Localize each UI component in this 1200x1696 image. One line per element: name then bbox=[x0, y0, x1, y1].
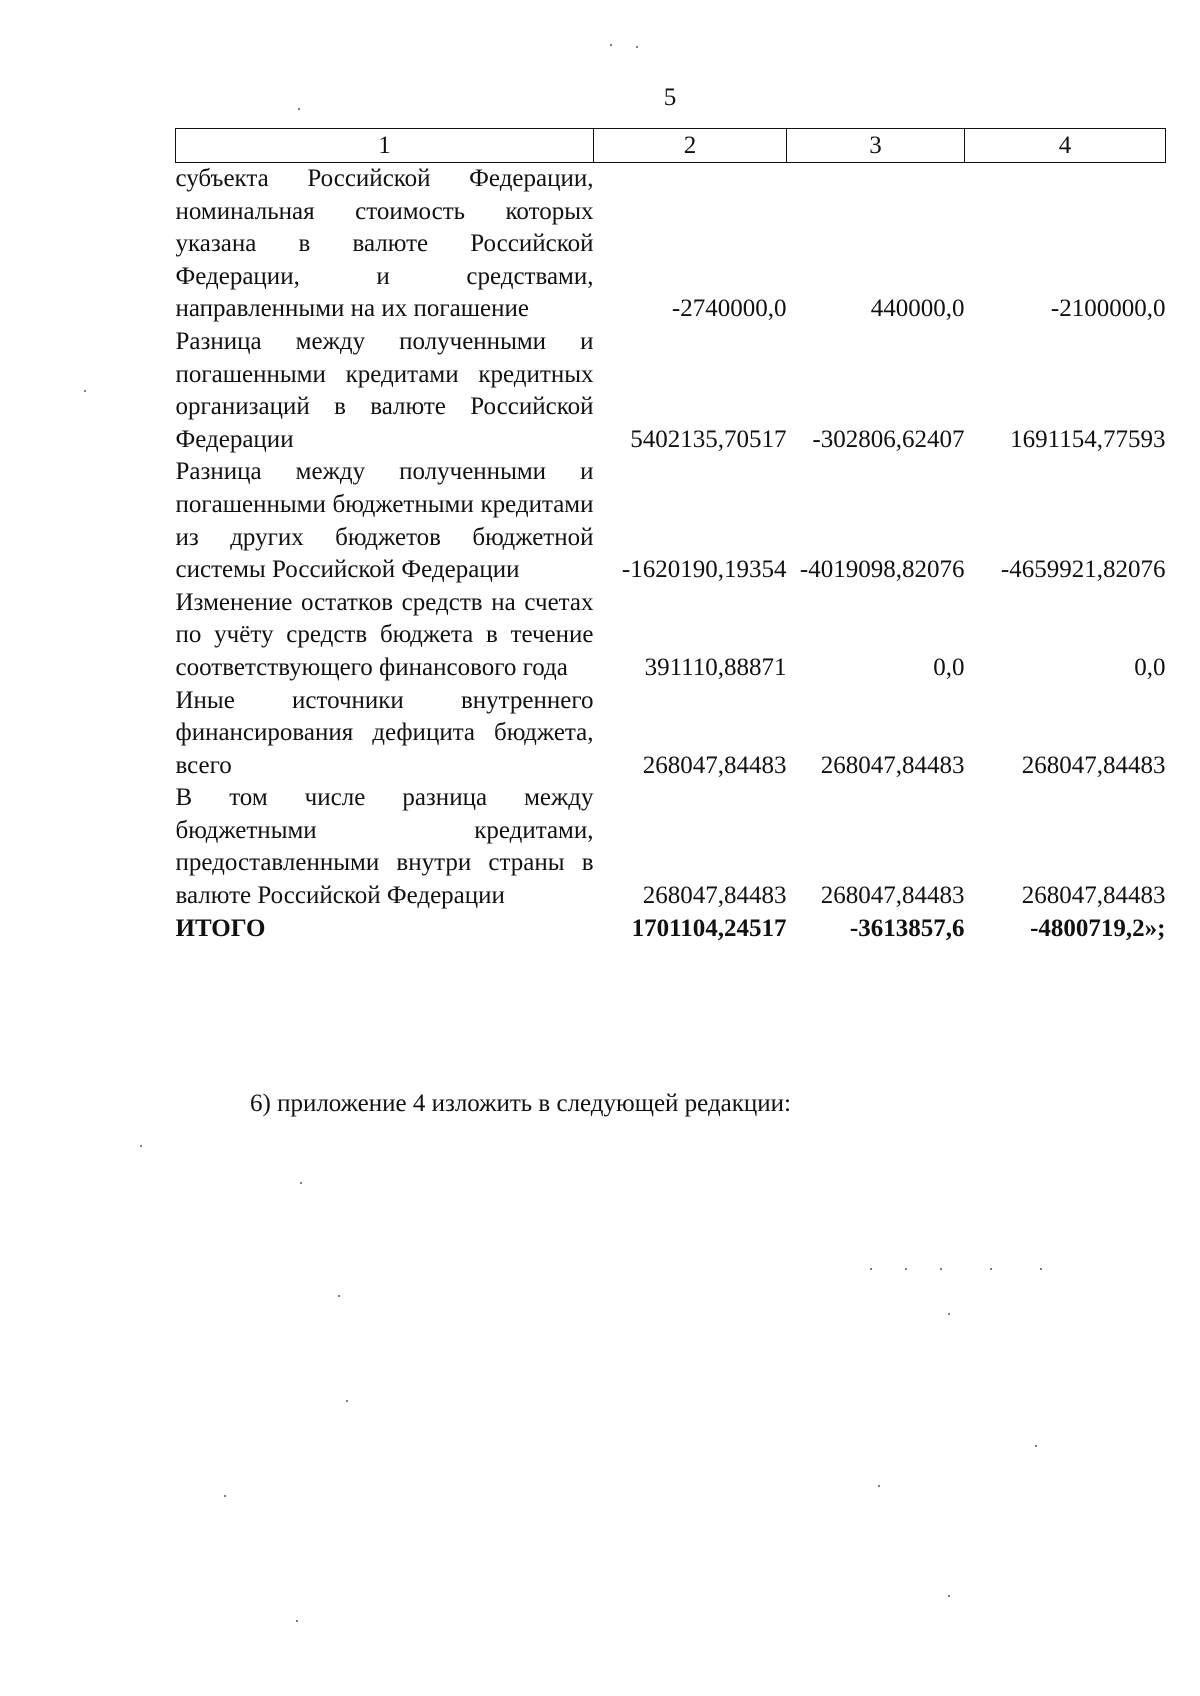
column-header-1: 1 bbox=[176, 129, 594, 163]
scan-speck bbox=[870, 1268, 872, 1270]
row-value-col4: 268047,84483 bbox=[1021, 882, 1166, 910]
next-item-paragraph: 6) приложение 4 изложить в следующей редакции: bbox=[250, 1090, 791, 1117]
table-row bbox=[176, 163, 1166, 326]
scan-speck bbox=[300, 1182, 302, 1184]
scan-speck bbox=[610, 44, 612, 46]
row-label: Разница между полученными и погашенными бюджетными кредитами из других бюджетов бюджетной системы Российской Федерации bbox=[175, 458, 594, 584]
row-value-col2: 268047,84483 bbox=[642, 882, 787, 910]
row-value-col2: -1620190,19354 bbox=[621, 556, 787, 584]
total-value-col3: -3613857,6 bbox=[849, 914, 965, 942]
row-value-col2: 5402135,70517 bbox=[630, 425, 787, 453]
scan-speck bbox=[905, 1268, 907, 1270]
row-label: Разница между полученными и погашенными кредитами кредитных организаций в валюте Российской Федерации bbox=[175, 327, 594, 453]
scan-speck bbox=[346, 1400, 348, 1402]
scan-speck bbox=[1035, 1445, 1037, 1447]
row-value-col4: 268047,84483 bbox=[1021, 751, 1166, 779]
row-value-col4: 1691154,77593 bbox=[1010, 425, 1166, 453]
row-value-col4: -2100000,0 bbox=[1050, 295, 1166, 323]
row-value-col3: -302806,62407 bbox=[812, 425, 965, 453]
total-value-col4: -4800719,2»; bbox=[1030, 914, 1166, 942]
table-row bbox=[176, 685, 1166, 783]
row-value-col4: -4659921,82076 bbox=[1000, 556, 1166, 584]
column-header-2: 2 bbox=[594, 129, 787, 163]
row-value-col2: 391110,88871 bbox=[644, 653, 787, 681]
row-value-col3: 440000,0 bbox=[870, 295, 965, 323]
row-value-col2: 268047,84483 bbox=[642, 751, 787, 779]
scan-speck bbox=[948, 1313, 950, 1315]
scan-speck bbox=[1040, 1268, 1042, 1270]
column-header-3: 3 bbox=[787, 129, 965, 163]
row-label: субъекта Российской Федерации, номинальная стоимость которых указана в валюте Российской Федерации, и средствами, направленными на их погашение bbox=[175, 165, 594, 323]
row-label: Иные источники внутреннего финансирования дефицита бюджета, всего bbox=[175, 686, 594, 779]
total-row bbox=[176, 913, 1166, 946]
row-value-col3: 268047,84483 bbox=[820, 882, 965, 910]
row-value-col2: -2740000,0 bbox=[671, 295, 787, 323]
scan-speck bbox=[990, 1268, 992, 1270]
scan-speck bbox=[140, 1145, 142, 1147]
row-value-col3: -4019098,82076 bbox=[799, 556, 965, 584]
total-value-col2: 1701104,24517 bbox=[631, 914, 787, 942]
row-label: В том числе разница между бюджетными кредитами, предоставленными внутри страны в валюте Российской Федерации bbox=[175, 784, 594, 910]
table-row bbox=[176, 326, 1166, 456]
scan-speck bbox=[296, 1620, 298, 1622]
row-value-col3: 268047,84483 bbox=[820, 751, 965, 779]
budget-table-container bbox=[175, 128, 1165, 945]
scan-speck bbox=[84, 390, 86, 392]
scan-speck bbox=[636, 46, 638, 48]
row-value-col3: 0,0 bbox=[933, 653, 965, 681]
scan-speck bbox=[298, 108, 300, 110]
scan-speck bbox=[224, 1495, 226, 1497]
table-row bbox=[176, 782, 1166, 912]
budget-sources-table bbox=[175, 128, 1166, 945]
scan-speck bbox=[338, 1295, 340, 1297]
total-label: ИТОГО bbox=[175, 914, 266, 942]
page-number: 5 bbox=[663, 84, 677, 111]
row-label: Изменение остатков средств на счетах по учёту средств бюджета в течение соответствующего финансового года bbox=[175, 588, 594, 681]
row-value-col4: 0,0 bbox=[1134, 653, 1166, 681]
scan-speck bbox=[948, 1595, 950, 1597]
scan-speck bbox=[940, 1268, 942, 1270]
column-header-4: 4 bbox=[965, 129, 1166, 163]
table-row bbox=[176, 587, 1166, 685]
scan-speck bbox=[878, 1485, 880, 1487]
table-header-row bbox=[176, 129, 1166, 163]
table-row bbox=[176, 456, 1166, 586]
